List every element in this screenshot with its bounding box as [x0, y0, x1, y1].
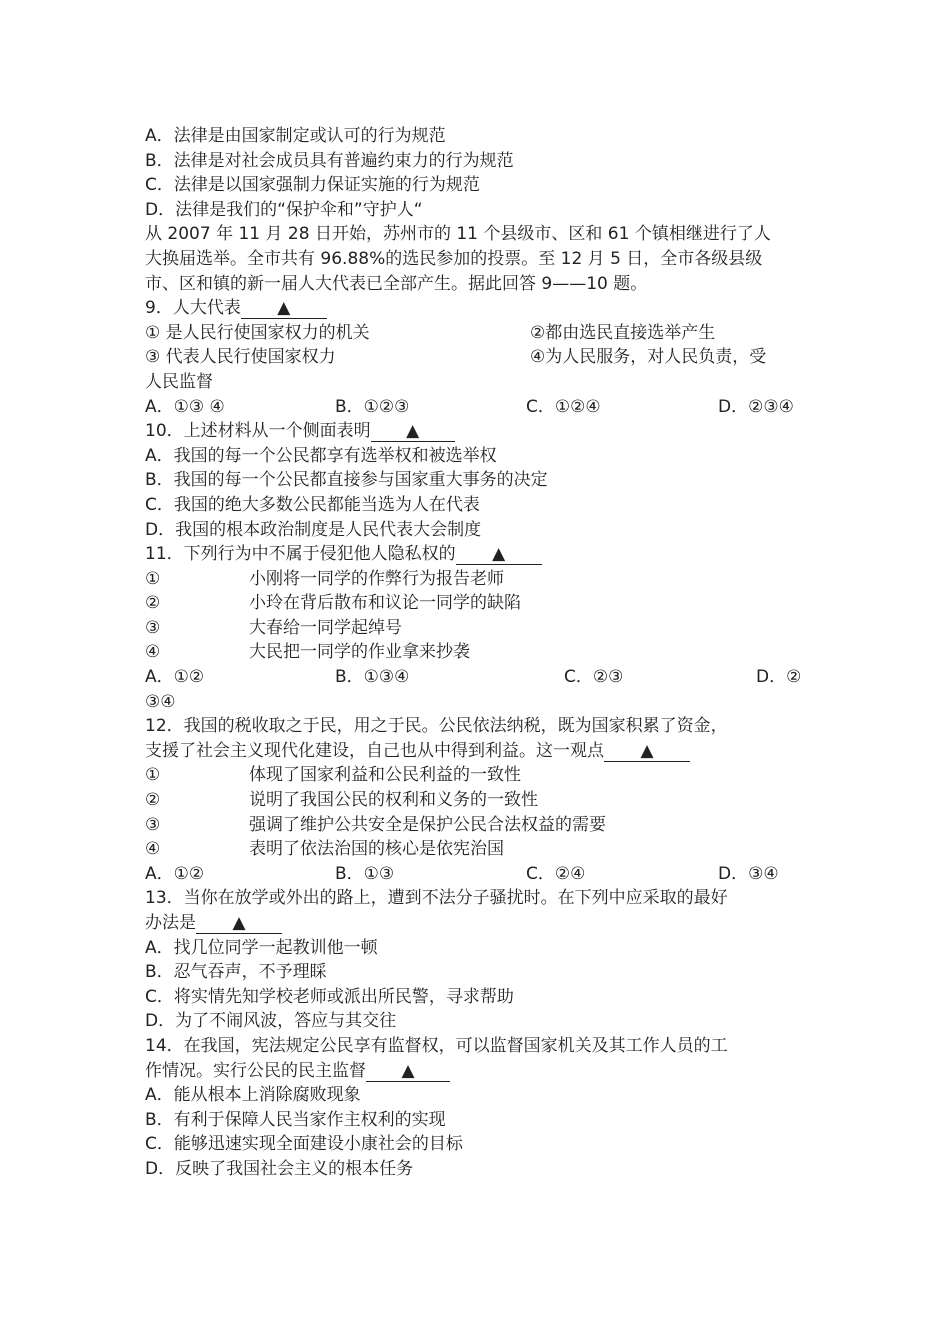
choice-c: C．②③	[564, 667, 624, 688]
answer-blank	[604, 742, 690, 762]
question-14-stem-cont	[145, 1059, 815, 1084]
statement-row	[145, 616, 815, 641]
question-text: 9．人大代表	[145, 298, 241, 319]
option-line: B．法律是对社会成员具有普遍约束力的行为规范	[145, 150, 514, 171]
choice-row	[145, 665, 815, 690]
blank-marker: ▲	[401, 1060, 415, 1081]
blank-marker: ▲	[406, 421, 420, 442]
statement-number: ②	[145, 790, 161, 811]
statement-row	[145, 837, 815, 862]
statement-text: 小刚将一同学的作弊行为报告老师	[249, 568, 504, 589]
choice-a: A．①③ ④	[145, 396, 225, 417]
material-line: 大换届选举。全市共有 96.88%的选民参加的投票。至 12 月 5 日，全市各级县级	[145, 248, 763, 269]
choice-b: B．①③	[335, 863, 395, 884]
statement-number: ①	[145, 568, 161, 589]
statement-row	[145, 640, 815, 665]
statement-number: ②	[145, 593, 161, 614]
option-line: D．反映了我国社会主义的根本任务	[145, 1158, 414, 1179]
statement-item: ③ 代表人民行使国家权力	[145, 347, 336, 368]
choice-b: B．①③④	[335, 667, 410, 688]
statement-text: 说明了我国公民的权利和义务的一致性	[249, 790, 538, 811]
statement-text: 表明了依法治国的核心是依宪治国	[249, 839, 504, 860]
choice-row	[145, 862, 815, 887]
option-line: A．找几位同学一起教训他一顿	[145, 937, 378, 958]
choice-d: D．③④	[718, 863, 779, 884]
question-10-stem	[145, 419, 815, 444]
statement-row	[145, 345, 815, 370]
statement-row	[145, 763, 815, 788]
statement-row	[145, 813, 815, 838]
answer-blank	[371, 422, 455, 442]
statement-item: ① 是人民行使国家权力的机关	[145, 322, 370, 343]
option-line: A．能从根本上消除腐败现象	[145, 1085, 361, 1106]
question-text: 11．下列行为中不属于侵犯他人隐私权的	[145, 544, 456, 565]
question-13-stem-cont	[145, 911, 815, 936]
question-9-stem	[145, 296, 815, 321]
option-line: B．我国的每一个公民都直接参与国家重大事务的决定	[145, 470, 548, 491]
choice-c: C．②④	[526, 863, 586, 884]
statement-row	[145, 567, 815, 592]
statement-item: ④为人民服务，对人民负责，受	[530, 347, 767, 368]
statement-row	[145, 591, 815, 616]
question-14-stem: 14．在我国，宪法规定公民享有监督权，可以监督国家机关及其工作人员的工	[145, 1035, 728, 1056]
material-line: 从 2007 年 11 月 28 日开始，苏州市的 11 个县级市、区和 61 个镇相继进行了人	[145, 224, 771, 245]
choice-c: C．①②④	[526, 396, 601, 417]
statement-number: ④	[145, 642, 161, 663]
question-text: 支援了社会主义现代化建设，自己也从中得到利益。这一观点	[145, 740, 604, 761]
blank-marker: ▲	[277, 298, 291, 319]
question-12-stem: 12．我国的税收取之于民，用之于民。公民依法纳税，既为国家积累了资金，	[145, 716, 728, 737]
statement-number: ③	[145, 814, 161, 835]
answer-blank	[241, 299, 327, 319]
material-line: 市、区和镇的新一届人大代表已全部产生。据此回答 9——10 题。	[145, 273, 648, 294]
statement-text: 大春给一同学起绰号	[249, 617, 402, 638]
blank-marker: ▲	[640, 740, 654, 761]
statement-number: ③	[145, 617, 161, 638]
option-line: D．为了不闹风波，答应与其交往	[145, 1011, 397, 1032]
option-line: C．能够迅速实现全面建设小康社会的目标	[145, 1134, 463, 1155]
question-11-stem	[145, 542, 815, 567]
question-text: 办法是	[145, 913, 196, 933]
choice-a: A．①②	[145, 863, 205, 884]
question-text: 作情况。实行公民的民主监督	[145, 1060, 366, 1081]
option-line: B．忍气吞声，不予理睬	[145, 962, 327, 983]
statement-item: ②都由选民直接选举产生	[530, 322, 716, 343]
statement-continuation: 人民监督	[145, 371, 213, 392]
blank-marker: ▲	[232, 913, 246, 933]
statement-row	[145, 321, 815, 346]
answer-blank	[196, 914, 282, 934]
choice-continuation: ③④	[145, 691, 176, 712]
option-line: D．我国的根本政治制度是人民代表大会制度	[145, 519, 482, 540]
statement-text: 大民把一同学的作业拿来抄袭	[249, 642, 470, 663]
statement-text: 体现了国家利益和公民利益的一致性	[249, 765, 521, 786]
choice-d: D．②	[756, 667, 802, 688]
option-line: A．我国的每一个公民都享有选举权和被选举权	[145, 445, 497, 466]
choice-a: A．①②	[145, 667, 205, 688]
answer-blank	[366, 1062, 450, 1082]
option-line: A．法律是由国家制定或认可的行为规范	[145, 126, 446, 146]
statement-row	[145, 788, 815, 813]
question-13-stem: 13．当你在放学或外出的路上，遭到不法分子骚扰时。在下列中应采取的最好	[145, 888, 728, 909]
answer-blank	[456, 545, 542, 565]
statement-number: ①	[145, 765, 161, 786]
statement-text: 小玲在背后散布和议论一同学的缺陷	[249, 593, 521, 614]
option-line: C．我国的绝大多数公民都能当选为人在代表	[145, 494, 480, 515]
option-line: D．法律是我们的“保护伞和”守护人“	[145, 199, 423, 220]
statement-number: ④	[145, 839, 161, 860]
choice-b: B．①②③	[335, 396, 410, 417]
exam-page	[145, 124, 815, 1182]
option-line: B．有利于保障人民当家作主权利的实现	[145, 1109, 446, 1130]
choice-row	[145, 395, 815, 420]
choice-d: D．②③④	[718, 396, 794, 417]
option-line: C．将实情先知学校老师或派出所民警，寻求帮助	[145, 986, 514, 1007]
blank-marker: ▲	[492, 544, 506, 565]
question-12-stem-cont	[145, 739, 815, 764]
question-text: 10．上述材料从一个侧面表明	[145, 421, 371, 442]
option-line: C．法律是以国家强制力保证实施的行为规范	[145, 175, 480, 196]
statement-text: 强调了维护公共安全是保护公民合法权益的需要	[249, 814, 606, 835]
